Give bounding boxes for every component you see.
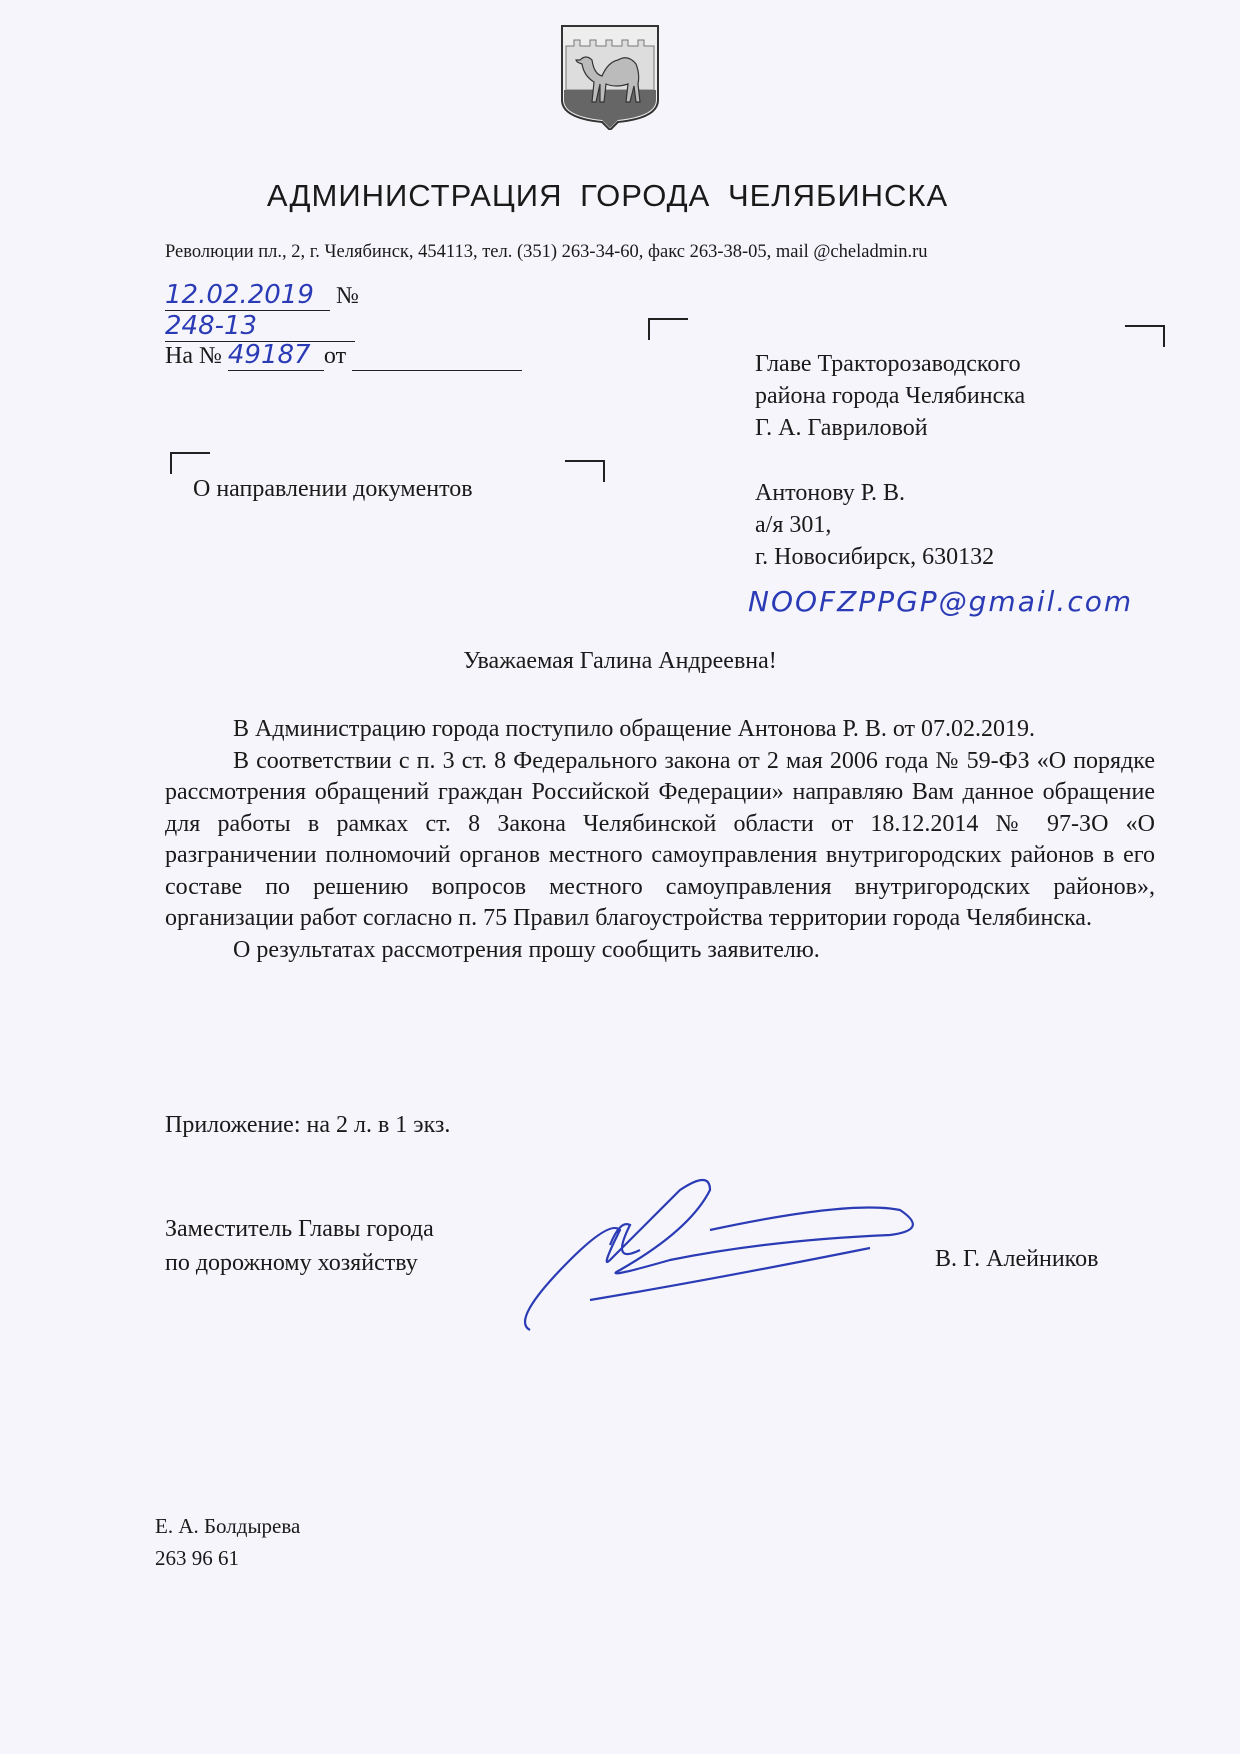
registration-number: 248-13 bbox=[165, 311, 258, 341]
reference-line bbox=[165, 340, 545, 371]
recipient-line: а/я 301, bbox=[755, 512, 832, 538]
body-paragraph: В Администрацию города поступило обращение Антонова Р. В. от 07.02.2019. bbox=[233, 716, 1036, 742]
executor-phone: 263 96 61 bbox=[155, 1546, 239, 1570]
recipient-line: района города Челябинска bbox=[755, 383, 1026, 409]
organization-title: АДМИНИСТРАЦИЯ ГОРОДА ЧЕЛЯБИНСКА bbox=[266, 178, 949, 213]
recipient-line: г. Новосибирск, 630132 bbox=[755, 544, 995, 570]
position-line: по дорожному хозяйству bbox=[165, 1250, 418, 1276]
letter-subject: О направлении документов bbox=[193, 476, 473, 502]
executor-info bbox=[155, 1510, 300, 1574]
position-line: Заместитель Главы города bbox=[165, 1216, 434, 1242]
ref-number: 49187 bbox=[227, 340, 311, 370]
ref-label: На № bbox=[165, 343, 222, 369]
organization-address: Революции пл., 2, г. Челябинск, 454113, тел. (351) 263-34-60, факс 263-38-05, mail @cheladmin.ru bbox=[165, 242, 928, 262]
corner-bracket bbox=[648, 318, 688, 340]
executor-name: Е. А. Болдырева bbox=[155, 1514, 301, 1538]
greeting: Уважаемая Галина Андреевна! bbox=[463, 648, 777, 674]
corner-bracket bbox=[565, 460, 605, 482]
signer-position bbox=[165, 1212, 434, 1280]
attachment-note: Приложение: на 2 л. в 1 экз. bbox=[165, 1112, 451, 1138]
recipient-secondary bbox=[755, 477, 994, 573]
registration-date: 12.02.2019 bbox=[165, 280, 314, 310]
body-paragraph: О результатах рассмотрения прошу сообщить заявителю. bbox=[233, 936, 820, 963]
number-label: № bbox=[336, 283, 359, 309]
ref-from-label: от bbox=[323, 343, 347, 369]
registration-line bbox=[165, 280, 545, 342]
recipient-email-handwritten: NOOFZPPGP@gmail.com bbox=[748, 585, 1134, 618]
recipient-line: Антонову Р. В. bbox=[755, 480, 906, 506]
signer-name: В. Г. Алейников bbox=[935, 1246, 1099, 1272]
corner-bracket bbox=[170, 452, 210, 474]
recipient-line: Главе Тракторозаводского bbox=[755, 351, 1021, 377]
coat-of-arms-emblem bbox=[558, 22, 662, 130]
body-paragraph: В соответствии с п. 3 ст. 8 Федерального закона от 2 мая 2006 года № 59-ФЗ «О порядке рассмотрения обращений граждан Российской Федерации» направляю Вам данное обращение для работы в рамках ст. 8 Закона Челябинской области от 18.12.2014 № 97-ЗО «О разграничении полномочий органов местного самоуправления внутригородских районов в его составе по решению вопросов местного самоуправления внутригородских районов», организации работ согласно п. 75 Правил благоустройства территории города Челябинска. bbox=[165, 747, 1155, 931]
corner-bracket bbox=[1125, 325, 1165, 347]
recipient-line: Г. А. Гавриловой bbox=[755, 415, 928, 441]
recipient-primary bbox=[755, 348, 1025, 444]
letter-body bbox=[165, 714, 1155, 966]
